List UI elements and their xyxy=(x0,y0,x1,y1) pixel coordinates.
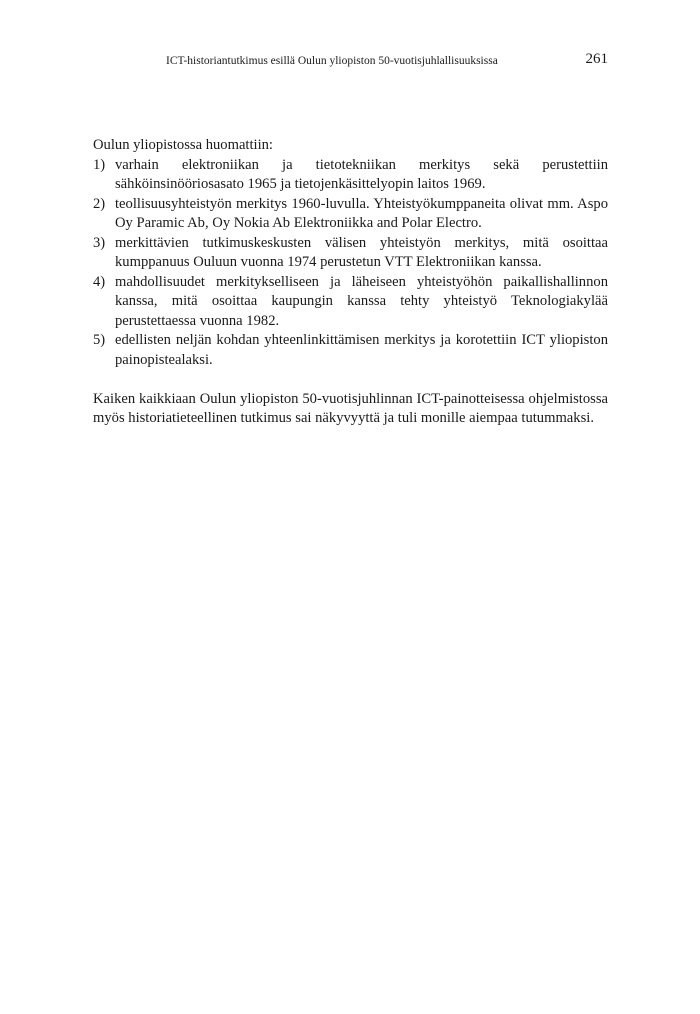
list-item xyxy=(93,156,608,195)
body-text xyxy=(93,136,608,429)
list-item-text: teollisuusyhteistyön merkitys 1960-luvulla. Yhteistyökumppaneita olivat mm. Aspo Oy Paramic Ab, Oy Nokia Ab Elektroniikka and Polar Electro. xyxy=(115,195,608,231)
list-item-number: 3) xyxy=(93,234,106,251)
page-number: 261 xyxy=(585,51,608,67)
list-item-number: 5) xyxy=(93,332,106,348)
list-item-number: 1) xyxy=(93,156,106,173)
list-item-text: mahdollisuudet merkitykselliseen ja läheiseen yhteistyöhön paikallishallinnon kanssa, mitä osoittaa kaupungin kanssa tehty yhteistyö Teknologiakylää perustettaessa vuonna 1982. xyxy=(115,273,608,329)
list-item-text: edellisten neljän kohdan yhteenlinkittämisen merkitys ja korotettiin ICT yliopiston painopistealaksi. xyxy=(115,332,608,368)
running-title: ICT-historiantutkimus esillä Oulun yliopiston 50-vuotisjuhlallisuuksissa xyxy=(166,55,498,67)
list-item-number: 2) xyxy=(93,195,106,212)
list-item-number: 4) xyxy=(93,273,106,290)
intro-paragraph: Oulun yliopistossa huomattiin: xyxy=(93,137,273,153)
list-item xyxy=(93,273,608,332)
list-item xyxy=(93,195,608,234)
list-item xyxy=(93,331,608,370)
list-item xyxy=(93,234,608,273)
numbered-list xyxy=(93,156,608,371)
list-item-text: varhain elektroniikan ja tietotekniikan merkitys sekä perustettiin sähköinsinööriosasato 1965 ja tietojenkäsittelyopin laitos 1969. xyxy=(115,156,608,192)
closing-paragraph: Kaiken kaikkiaan Oulun yliopiston 50-vuotisjuhlinnan ICT-painotteisessa ohjelmistossa myös historiatieteellinen tutkimus sai näkyvyyttä ja tuli monille aiempaa tutummaksi. xyxy=(93,390,608,426)
list-item-text: merkittävien tutkimuskeskusten välisen yhteistyön merkitys, mitä osoittaa kumppanuus Ouluun vuonna 1974 perustetun VTT Elektroniikan kanssa. xyxy=(115,234,608,270)
